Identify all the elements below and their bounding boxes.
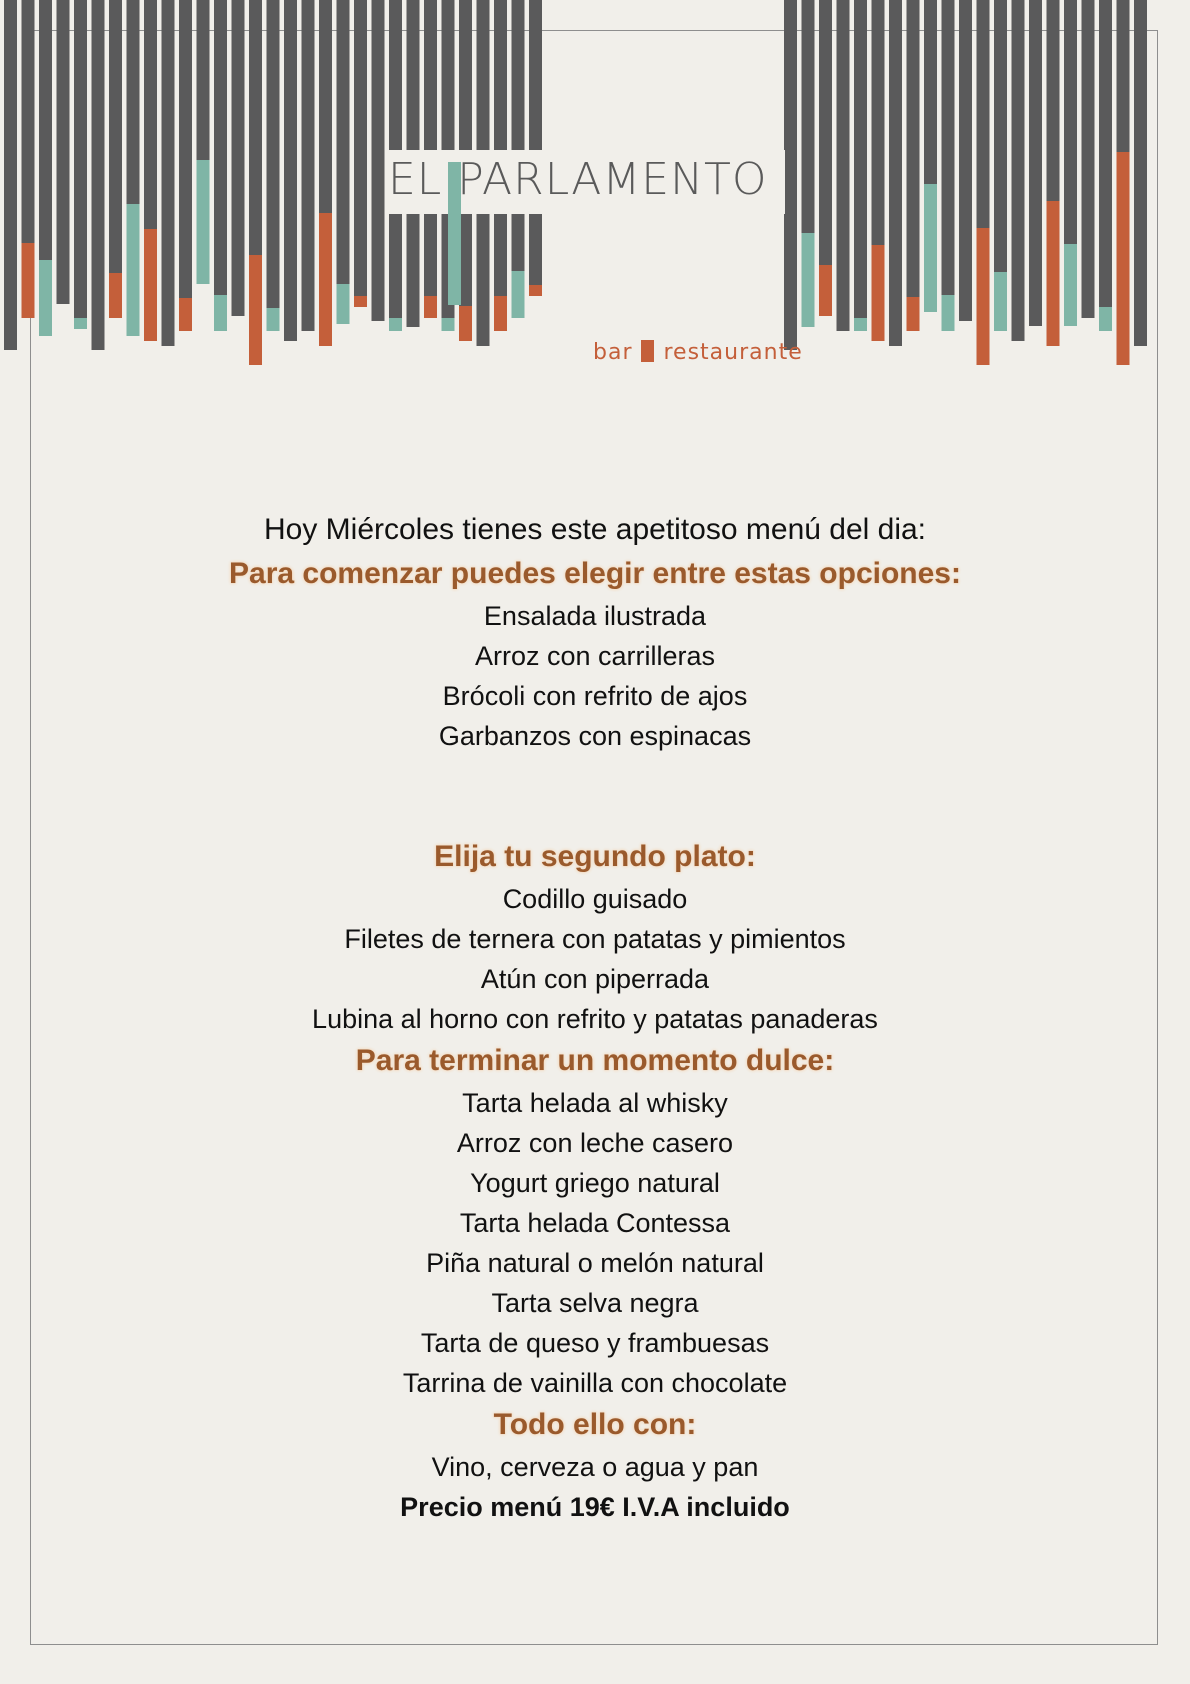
dessert-item: Piña natural o melón natural <box>426 1248 764 1278</box>
dessert-item: Tarta helada Contessa <box>459 1208 731 1238</box>
menu-price: Precio menú 19€ I.V.A incluido <box>400 1492 790 1522</box>
starter-item: Arroz con carrilleras <box>474 641 716 671</box>
main-item: Codillo guisado <box>502 884 688 914</box>
main-item: Lubina al horno con refrito y patatas panaderas <box>312 1004 878 1034</box>
starters-heading: Para comenzar puedes elegir entre estas opciones: <box>229 557 961 590</box>
main-item: Atún con piperrada <box>480 964 710 994</box>
starter-item: Garbanzos con espinacas <box>438 721 752 751</box>
logo-sub-restaurante: restaurante <box>663 340 803 365</box>
included-heading: Todo ello con: <box>493 1408 697 1441</box>
logo-header <box>0 0 1190 380</box>
dessert-item: Arroz con leche casero <box>456 1128 734 1158</box>
logo-title: EL PARLAMENTO <box>388 154 768 205</box>
logo-subtitle <box>593 340 803 365</box>
starter-item: Ensalada ilustrada <box>483 601 707 631</box>
dessert-item: Tarta helada al whisky <box>462 1088 728 1118</box>
menu-intro: Hoy Miércoles tienes este apetitoso menú del dia: <box>263 513 927 546</box>
dessert-item: Yogurt griego natural <box>470 1168 720 1198</box>
dessert-item: Tarta de queso y frambuesas <box>420 1328 770 1358</box>
starter-item: Brócoli con refrito de ajos <box>442 681 748 711</box>
main-item: Filetes de ternera con patatas y pimientos <box>344 924 846 954</box>
section-spacer <box>0 756 1190 835</box>
mains-heading: Elija tu segundo plato: <box>434 840 756 873</box>
logo-sub-square <box>641 340 654 362</box>
dessert-item: Tarta selva negra <box>491 1288 699 1318</box>
daily-menu <box>0 508 1190 1527</box>
dessert-item: Tarrina de vainilla con chocolate <box>402 1368 788 1398</box>
logo-sub-bar: bar <box>593 340 633 365</box>
desserts-heading: Para terminar un momento dulce: <box>355 1044 835 1077</box>
included-item: Vino, cerveza o agua y pan <box>431 1452 759 1482</box>
